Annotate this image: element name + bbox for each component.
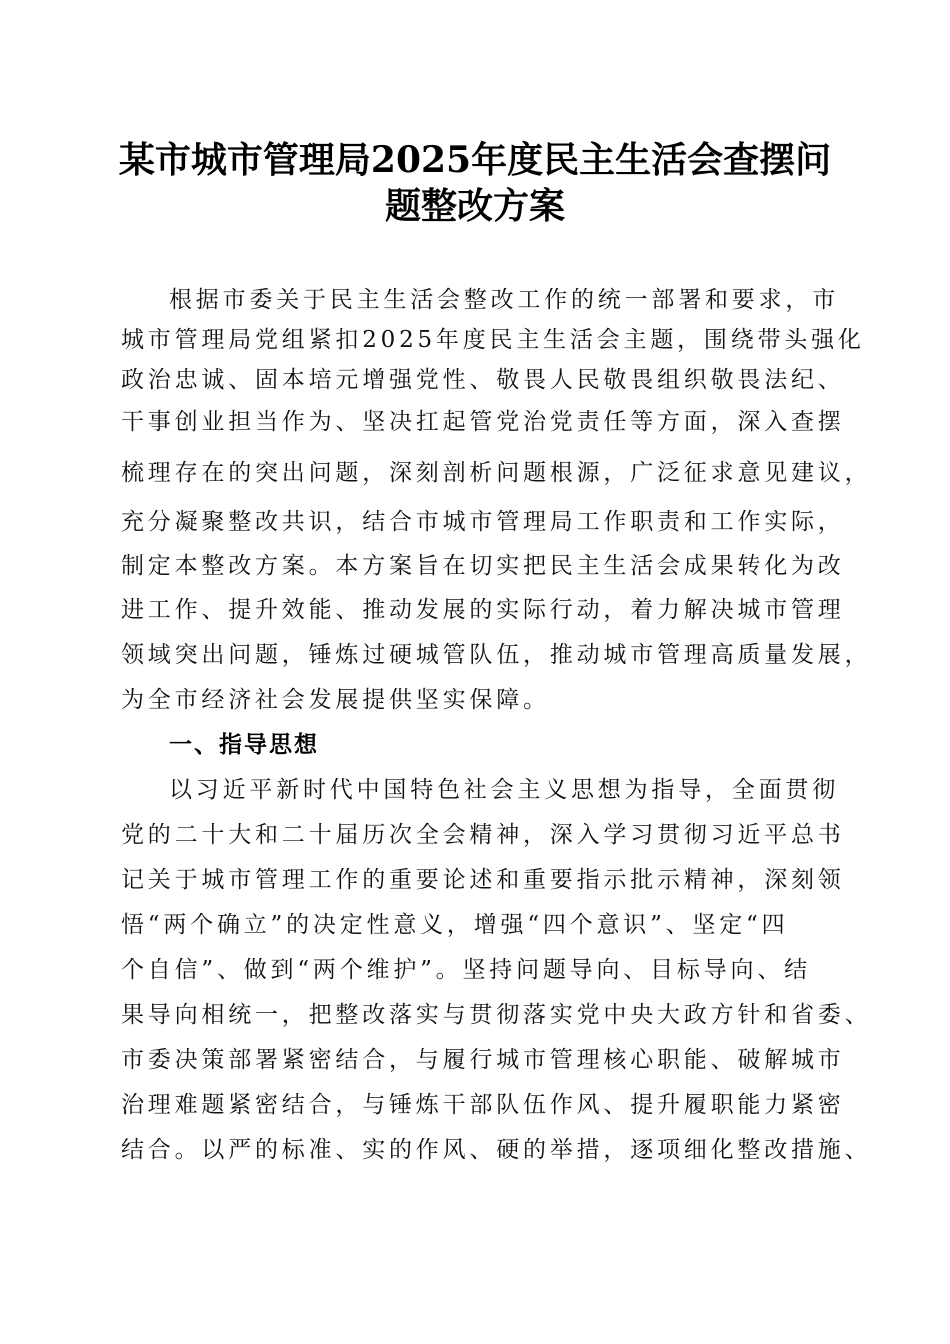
intro-line: 领域突出问题，锤炼过硬城管队伍，推动城市管理高质量发展， <box>121 642 872 668</box>
intro-line: 干事创业担当作为、坚决扛起管党治党责任等方面，深入查摆 <box>121 409 845 435</box>
document-title-line-1: 某市城市管理局2025年度民主生活会查摆问 <box>118 139 832 181</box>
intro-line: 根据市委关于民主生活会整改工作的统一部署和要求，市 <box>169 287 839 313</box>
section-1-line: 治理难题紧密结合，与锤炼干部队伍作风、提升履职能力紧密 <box>121 1092 845 1118</box>
intro-line: 为全市经济社会发展提供坚实保障。 <box>121 687 550 713</box>
section-1-line: 记关于城市管理工作的重要论述和重要指示批示精神，深刻领 <box>121 867 845 893</box>
section-1-line: 果导向相统一，把整改落实与贯彻落实党中央大政方针和省委、 <box>121 1002 872 1028</box>
section-1-line: 市委决策部署紧密结合，与履行城市管理核心职能、破解城市 <box>121 1047 845 1073</box>
section-1-line: 个自信”、做到“两个维护”。坚持问题导向、目标导向、结 <box>121 957 811 983</box>
document-title-line-2: 题整改方案 <box>384 185 565 227</box>
intro-line: 城市管理局党组紧扣2025年度民主生活会主题，围绕带头强化 <box>121 327 865 353</box>
intro-line: 梳理存在的突出问题，深刻剖析问题根源，广泛征求意见建议， <box>121 460 872 486</box>
intro-line: 制定本整改方案。本方案旨在切实把民主生活会成果转化为改 <box>121 553 845 579</box>
section-heading-guiding-ideology: 一、指导思想 <box>169 732 319 758</box>
section-1-line: 党的二十大和二十届历次全会精神，深入学习贯彻习近平总书 <box>121 822 845 848</box>
intro-line: 充分凝聚整改共识，结合市城市管理局工作职责和工作实际， <box>121 509 845 535</box>
intro-line: 进工作、提升效能、推动发展的实际行动，着力解决城市管理 <box>121 597 845 623</box>
section-1-line: 悟“两个确立”的决定性意义，增强“四个意识”、坚定“四 <box>121 912 789 938</box>
intro-line: 政治忠诚、固本培元增强党性、敬畏人民敬畏组织敬畏法纪、 <box>121 367 845 393</box>
section-1-line: 结合。以严的标准、实的作风、硬的举措，逐项细化整改措施、 <box>121 1137 872 1163</box>
section-1-line: 以习近平新时代中国特色社会主义思想为指导，全面贯彻 <box>169 777 839 803</box>
